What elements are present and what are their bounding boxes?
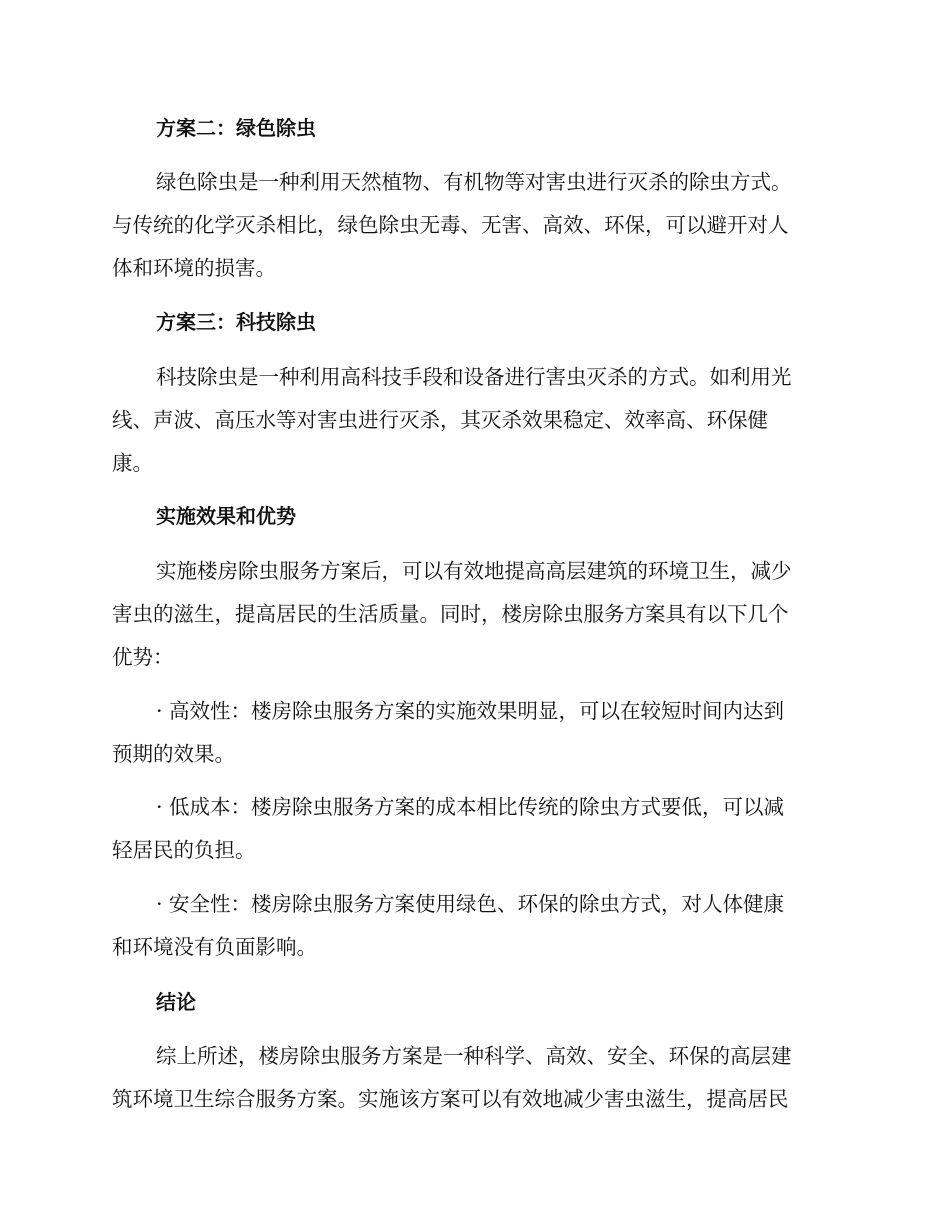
bullet-line: · 高效性：楼房除虫服务方案的实施效果明显，可以在较短时间内达到 xyxy=(156,699,785,723)
paragraph-green-pest-control xyxy=(112,161,832,290)
section-heading-conclusion: 结论 xyxy=(156,990,196,1014)
section-heading-green-pest-control: 方案二：绿色除虫 xyxy=(156,116,316,140)
paragraph-line: 绿色除虫是一种利用天然植物、有机物等对害虫进行灭杀的除虫方式。 xyxy=(156,170,792,194)
paragraph-line: 实施楼房除虫服务方案后，可以有效地提高高层建筑的环境卫生，减少 xyxy=(156,559,792,583)
bullet-item-low-cost xyxy=(112,786,832,872)
bullet-line: 预期的效果。 xyxy=(112,742,235,766)
paragraph-line: 体和环境的损害。 xyxy=(112,256,276,280)
section-heading-tech-pest-control: 方案三：科技除虫 xyxy=(156,310,316,334)
paragraph-line: 科技除虫是一种利用高科技手段和设备进行害虫灭杀的方式。如利用光 xyxy=(156,365,792,389)
paragraph-line: 害虫的滋生，提高居民的生活质量。同时，楼房除虫服务方案具有以下几个 xyxy=(112,602,789,626)
bullet-line: · 低成本：楼房除虫服务方案的成本相比传统的除虫方式要低，可以减 xyxy=(156,795,785,819)
paragraph-line: 康。 xyxy=(112,451,153,475)
paragraph-line: 筑环境卫生综合服务方案。实施该方案可以有效地减少害虫滋生，提高居民 xyxy=(112,1087,789,1111)
paragraph-line: 综上所述，楼房除虫服务方案是一种科学、高效、安全、环保的高层建 xyxy=(156,1044,792,1068)
bullet-line: 和环境没有负面影响。 xyxy=(112,935,317,959)
bullet-item-safety xyxy=(112,883,832,969)
paragraph-line: 线、声波、高压水等对害虫进行灭杀，其灭杀效果稳定、效率高、环保健 xyxy=(112,408,768,432)
paragraph-conclusion xyxy=(112,1035,832,1121)
section-heading-effects-advantages: 实施效果和优势 xyxy=(156,504,296,528)
bullet-line: · 安全性：楼房除虫服务方案使用绿色、环保的除虫方式，对人体健康 xyxy=(156,892,785,916)
paragraph-line: 与传统的化学灭杀相比，绿色除虫无毒、无害、高效、环保，可以避开对人 xyxy=(112,213,789,237)
paragraph-effects-advantages xyxy=(112,550,832,679)
bullet-line: 轻居民的负担。 xyxy=(112,838,256,862)
paragraph-tech-pest-control xyxy=(112,356,832,485)
bullet-item-efficiency xyxy=(112,690,832,776)
paragraph-line: 优势： xyxy=(112,645,174,669)
